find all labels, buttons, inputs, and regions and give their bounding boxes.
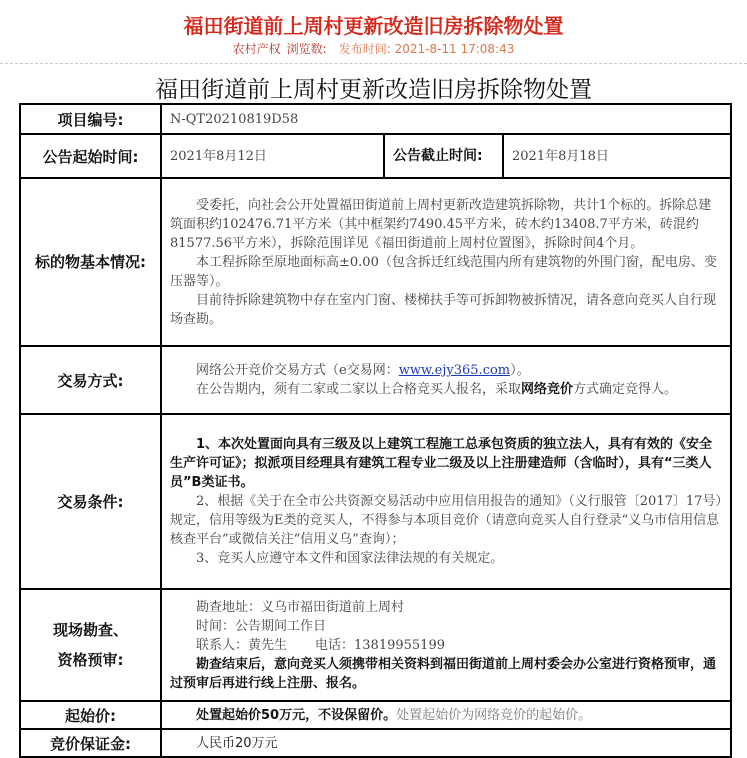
article-title: 福田街道前上周村更新改造旧房拆除物处置 <box>183 14 564 38</box>
inspection-phone: 电话：13819955199 <box>315 637 445 653</box>
start-price-label: 起始价: <box>20 701 161 729</box>
start-time-value: 2021年8月12日 <box>161 134 384 178</box>
condition-item-3: 3、竞买人应遵守本文件和国家法律法规的有关规定。 <box>196 551 504 566</box>
inspection-notice: 勘查结束后，意向竞买人须携带相关资料到福田街道前上周村委会办公室进行资格预审，通过预审后再进行线上注册、报名。 <box>170 656 717 691</box>
inspection-label-line2: 资格预审: <box>57 651 124 669</box>
row-trade-method <box>20 346 731 414</box>
subject-paragraph: 受委托，向社会公开处置福田街道前上周村更新改造建筑拆除物，共计1个标的。拆除总建筑面积约102476.71平方米（其中框架约7490.45平方米，砖木约13408.7平方米，砖混约81577.56平方米），拆除范围详见《福田街道前上周村位置图》，拆除时间4个月。 <box>170 197 712 251</box>
trade-method-line2 <box>170 380 722 399</box>
start-time-label: 公告起始时间: <box>20 134 161 178</box>
inspection-value <box>161 589 731 701</box>
article-meta <box>0 40 747 57</box>
trade-method-line1 <box>170 361 722 380</box>
start-price-bold: 处置起始价50万元，不设保留价。 <box>196 707 397 723</box>
start-price-value <box>161 701 731 729</box>
project-no-label: 项目编号: <box>20 104 161 134</box>
inspection-contact-line <box>170 636 722 655</box>
row-inspection <box>20 589 731 701</box>
inspection-label-line1: 现场勘查、 <box>52 621 128 639</box>
inspection-time: 时间：公告期间工作日 <box>196 618 327 634</box>
row-start-price <box>20 701 731 729</box>
inspection-address: 勘查地址：义乌市福田街道前上周村 <box>196 599 405 615</box>
inspection-contact: 联系人：黄先生 <box>196 637 288 653</box>
start-price-note: 处置起始价为网络竞价的起始价。 <box>396 707 592 723</box>
subject-label: 标的物基本情况: <box>20 178 161 346</box>
trade-method-value <box>161 346 731 414</box>
condition-item-2: 2、根据《关于在全市公共资源交易活动中应用信用报告的通知》（义行服管〔2017〕17号）规定，信用等级为E类的竞买人，不得参与本项目竞价（请意向竞买人自行登录“义乌市信用信息核查平台”或微信关注“信用义乌”查询）； <box>170 494 722 547</box>
views-label: 浏览数: <box>286 42 327 56</box>
trade-method-line2-prefix: 在公告期内，须有二家或二家以上合格竞买人报名，采取 <box>196 382 522 397</box>
row-conditions <box>20 414 731 589</box>
announcement-table <box>19 103 732 758</box>
trade-method-prefix: 网络公开竞价交易方式（e交易网： <box>196 363 399 378</box>
trade-method-line2-suffix: 方式确定竞得人。 <box>573 382 678 397</box>
end-time-value: 2021年8月18日 <box>503 134 731 178</box>
trade-method-suffix: ）。 <box>510 363 530 378</box>
inspection-label <box>20 589 161 701</box>
subject-paragraph: 目前待拆除建筑物中存在室内门窗、楼梯扶手等可拆卸物被拆情况，请各意向竞买人自行现场查勘。 <box>170 292 717 327</box>
subject-paragraph: 本工程拆除至原地面标高±0.00（包含拆迁红线范围内所有建筑物的外围门窗，配电房、变压器等）。 <box>170 254 717 289</box>
subject-value <box>161 178 731 346</box>
deposit-value <box>161 729 731 757</box>
deposit-label: 竞价保证金: <box>20 729 161 757</box>
trade-method-label: 交易方式: <box>20 346 161 414</box>
category-link[interactable]: 农村产权 <box>232 42 281 56</box>
project-no-value: N-QT20210819D58 <box>161 104 731 134</box>
header-divider <box>0 63 747 64</box>
publish-time: 2021-8-11 17:08:43 <box>394 42 515 56</box>
deposit-amount: 人民币20万元 <box>196 735 278 751</box>
trade-method-bold: 网络竞价 <box>521 382 574 397</box>
end-time-label: 公告截止时间: <box>384 134 503 178</box>
row-deposit <box>20 729 731 757</box>
row-project-no <box>20 104 731 134</box>
row-subject <box>20 178 731 346</box>
document-title: 福田街道前上周村更新改造旧房拆除物处置 <box>155 77 592 103</box>
publish-label: 发布时间: <box>338 42 391 56</box>
ejy365-link[interactable]: www.ejy365.com <box>398 363 511 378</box>
condition-item-1: 1、本次处置面向具有三级及以上建筑工程施工总承包资质的独立法人，具有有效的《安全生产许可证》；拟派项目经理具有建筑工程专业二级及以上注册建造师（含临时），具有“三类人员”B类证书。 <box>170 437 713 490</box>
conditions-value <box>161 414 731 589</box>
row-announce-time <box>20 134 731 178</box>
conditions-label: 交易条件: <box>20 414 161 589</box>
